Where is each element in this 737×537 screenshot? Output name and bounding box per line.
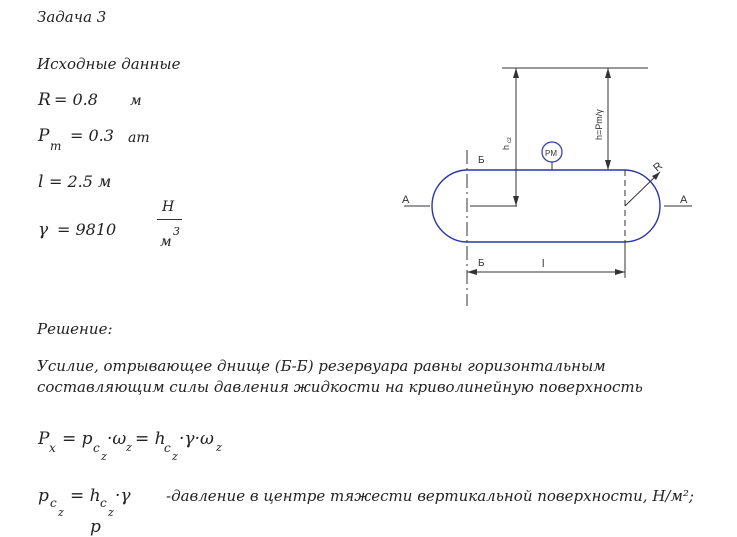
gamma-unit-denominator: м xyxy=(160,234,172,250)
solution-title: Решение: xyxy=(37,320,113,338)
r-value: = 0.8 xyxy=(54,90,98,109)
r-symbol: R xyxy=(38,90,51,110)
solution-text-line-2: составляющим силы давления жидкости на криволинейную поверхность xyxy=(37,378,643,396)
label-a-left: A xyxy=(402,194,410,206)
gamma-value: = 9810 xyxy=(57,220,117,239)
pm-unit: ат xyxy=(128,130,150,146)
l-value: = 2.5 м xyxy=(49,172,112,191)
label-b-bottom: Б xyxy=(478,258,485,269)
hpm-arrow-top xyxy=(605,68,611,78)
label-a-right: A xyxy=(680,194,688,206)
pm-value: = 0.3 xyxy=(70,126,114,145)
pressure-description: -давление в центре тяжести вертикальной поверхности, Н/м²; xyxy=(166,487,694,505)
r-unit: м xyxy=(130,93,142,109)
hcz-arrow-bottom xyxy=(513,196,519,206)
label-l: l xyxy=(542,258,545,270)
pm-subscript: m xyxy=(50,139,62,153)
hcz-arrow-top xyxy=(513,68,519,78)
hpm-arrow-bottom xyxy=(605,160,611,170)
gamma-symbol: γ xyxy=(38,220,49,240)
tank-outline xyxy=(432,170,660,242)
label-hcz: h xyxy=(501,144,511,150)
length-arrow-left xyxy=(467,269,477,275)
cut-off-letter: p xyxy=(90,517,101,537)
solution-text-line-1: Усилие, отрывающее днище (Б-Б) резервуара равны горизонтальным xyxy=(37,357,606,375)
gamma-unit-exponent: 3 xyxy=(173,225,180,238)
label-r: R xyxy=(651,159,666,175)
length-arrow-right xyxy=(615,269,625,275)
pm-symbol: P xyxy=(38,126,50,146)
task-title: Задача 3 xyxy=(37,8,107,26)
label-hpm: h=Pm/γ xyxy=(594,109,604,140)
label-b-top: Б xyxy=(478,155,485,166)
l-symbol: l xyxy=(38,172,44,192)
label-pm: PM xyxy=(545,149,557,158)
label-hcz-sub: cz xyxy=(507,137,513,143)
gamma-unit-numerator: Н xyxy=(162,199,175,215)
given-title: Исходные данные xyxy=(37,55,181,73)
